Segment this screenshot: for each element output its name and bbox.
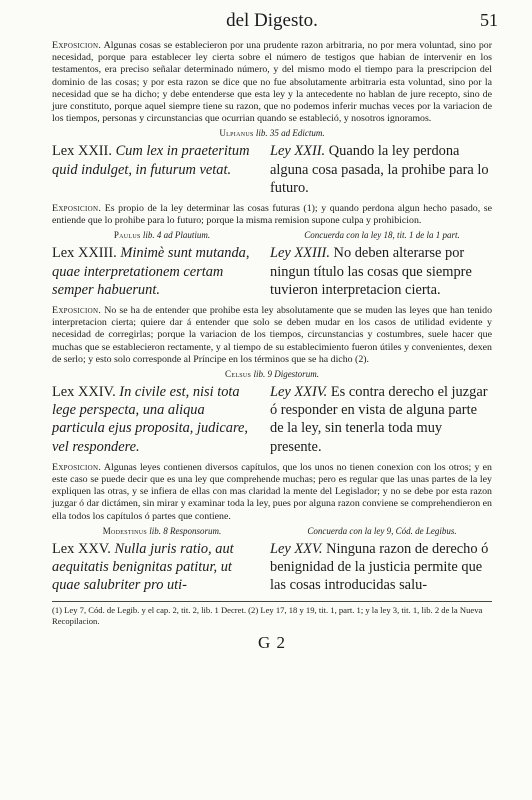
citation-work: lib. 35 ad Edictum. [255, 128, 325, 139]
exposition-lead: Exposicion. [52, 40, 102, 51]
citation [52, 369, 492, 379]
law-24 [52, 383, 492, 456]
latin-text [52, 383, 250, 456]
exposition-text: Algunas cosas se establecieron por una prudente razon arbitraria, no por mera voluntad, sino por necesidad, porque para establecer ley cierta sobre el número de testigos que habian de intervenir en los testamentos, era preciso señalar determinado número, y del mismo modo el tiempo para la prescripcion del dominio de las cosas; y por esta razon se dice que no fue absolutamente arbitraria esta voluntad, sino por la necesidad que se ha dicho; y debe entenderse que esta ley y la antecedente no hablan de jure recepto, sino de jure constituto, porque aquel siempre tiene su razon, que no podemos inferir muchas veces por la variacion de los tiempos, personas y circunstancias que ocurrian quando se estableció, y nosotros ignoramos. [52, 40, 492, 125]
citation-work: lib. 8 Responsorum. [149, 525, 222, 536]
page-number: 51 [480, 10, 498, 30]
spanish-law-number: Ley XXIII. [270, 245, 330, 262]
printer-signature: G 2 [257, 632, 287, 652]
spanish-law-text: No deben alterarse por ningun título las cosas que siempre tuvieron interpretacion cierta. [270, 245, 472, 298]
citation [52, 526, 492, 536]
exposition-paragraph [52, 203, 492, 227]
spanish-law-text: Ninguna razon de derecho ó benignidad de la justicia permite que las cosas introducidas salu- [270, 540, 489, 594]
latin-law-number: Lex XXV. [52, 540, 111, 557]
citation-author: Paulus [113, 230, 141, 241]
exposition-paragraph [52, 305, 492, 366]
concordance: Concuerda con la ley 9, Cód. de Legibus. [307, 525, 457, 536]
exposition-lead: Exposicion. [52, 305, 102, 317]
law-22 [52, 142, 492, 197]
citation-work: lib. 9 Digestorum. [253, 369, 319, 380]
citation-author: Modestinus [102, 525, 148, 536]
latin-law-number: Lex XXII. [52, 143, 112, 160]
spanish-text [270, 142, 492, 197]
citation [52, 230, 492, 240]
law-23 [52, 244, 492, 299]
latin-text [52, 540, 250, 595]
spanish-text [270, 383, 492, 456]
latin-law-text: In civile est, nisi tota lege perspecta, una aliqua particula ejus proposita, judicare, vel respondere. [52, 384, 248, 455]
spanish-law-number: Ley XXV. [270, 540, 323, 557]
exposition-paragraph [52, 40, 492, 125]
exposition-text: Algunas leyes contienen diversos capítulos, que los unos no tienen conexion con los otros; y en este caso se puede decir que es una ley que comprehende muchas; pero es regular que las unas partes de la ley expliquen las otras, y se infiera de ellas con mas claridad la mente del Legislador; y no se debe por esta razon juzgar ó dar dictámen, sin mirar y examinar toda la ley, pues por alguna razon conviene se comprehendieron en ella todos los capítulos ó partes que contiene. [52, 461, 492, 522]
exposition-lead: Exposicion. [52, 203, 102, 215]
citation-author: Ulpianus [219, 128, 254, 139]
spanish-text [270, 244, 492, 299]
spanish-text [270, 540, 492, 595]
latin-law-text: Minimè sunt mutanda, quae interpretationem certam semper habuerunt. [52, 245, 250, 298]
page [52, 10, 498, 653]
latin-text [52, 142, 250, 197]
latin-law-text: Cum lex in praeteritum quid indulget, in futurum vetat. [52, 143, 250, 178]
spanish-law-text: Quando la ley perdona alguna cosa pasada, la prohibe para lo futuro. [270, 143, 489, 196]
exposition-paragraph [52, 462, 492, 523]
running-title: del Digesto. [226, 10, 318, 31]
exposition-text: No se ha de entender que prohibe esta ley absolutamente que se muden las leyes que han tenido interpretacion cierta; quiere dar á entender que solo se deben mudar en los casos de utilidad evidente y necesidad de corregirlas; porque la variacion de los tiempos, circunstancias y costumbres, suele hacer que muchas que se establecieron rectamente, y al tiempo de su establecimiento fueron útiles y convenientes, dexen de serlo; y esto solo corresponde al Príncipe en los términos que se ha dicho (2). [52, 305, 493, 365]
page-header [52, 10, 498, 40]
concordance: Concuerda con la ley 18, tit. 1 de la 1 part. [304, 230, 460, 241]
exposition-lead: Exposicion. [52, 461, 102, 473]
citation [52, 128, 492, 138]
law-25 [52, 540, 492, 595]
latin-law-text: Nulla juris ratio, aut aequitatis benignitas patitur, ut quae salubriter pro uti- [52, 540, 234, 594]
latin-text [52, 244, 250, 299]
footnote: (1) Ley 7, Cód. de Legib. y el cap. 2, tit. 2, lib. 1 Decret. (2) Ley 17, 18 y 19, tit. 1, part. 1; y la ley 3, tit. 1, lib. 2 de la Nueva Recopilacion. [52, 604, 483, 626]
citation-author: Celsus [225, 369, 252, 380]
spanish-law-text: Es contra derecho el juzgar ó responder en vista de alguna parte de la ley, sin tenerla toda muy presente. [270, 384, 488, 455]
latin-law-number: Lex XXIII. [52, 245, 117, 262]
latin-law-number: Lex XXIV. [52, 384, 116, 401]
citation-work: lib. 4 ad Plautium. [142, 230, 211, 241]
spanish-law-number: Ley XXIV. [270, 384, 328, 401]
footnote-divider [52, 601, 492, 602]
spanish-law-number: Ley XXII. [270, 143, 326, 160]
exposition-text: Es propio de la ley determinar las cosas futuras (1); y quando perdona algun hecho pasado, se entiende que lo prohibe para lo futuro; porque la misma remision supone culpa y prohibicion. [52, 203, 492, 227]
